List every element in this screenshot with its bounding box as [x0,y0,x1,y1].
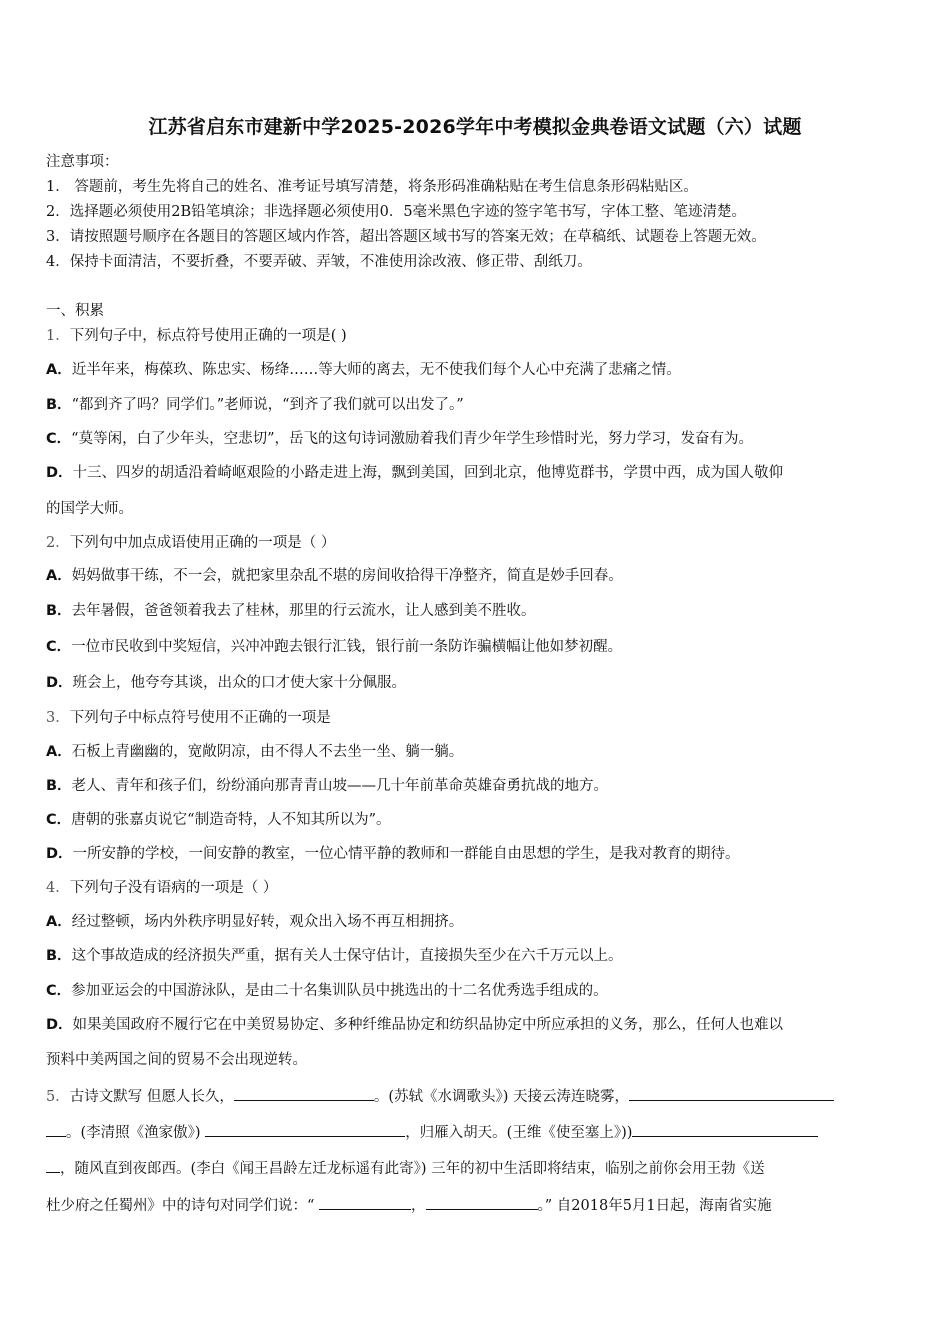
question-number: 1． [46,328,70,344]
question-4-option-b: B．这个事故造成的经济损失严重，据有关人士保守估计，直接损失至少在六千万元以上。 [46,948,623,964]
answer-blank[interactable] [46,1122,66,1137]
question-4-stem: 4．下列句子没有语病的一项是（ ） [46,880,278,896]
question-1-option-d-cont: 的国学大师。 [46,501,133,517]
answer-blank[interactable] [632,1122,818,1137]
question-1-option-d: D．十三、四岁的胡适沿着崎岖艰险的小路走进上海，飘到美国，回到北京，他博览群书，学贯中西，成为国人敬仰 [46,465,784,481]
answer-blank[interactable] [205,1122,405,1137]
question-5-line-2: 。(李清照《渔家傲》) ，归雁入胡天。(王维《使至塞上》)) [46,1122,818,1143]
notice-item-4: 4．保持卡面清洁，不要折叠，不要弄破、弄皱，不准使用涂改液、修正带、刮纸刀。 [46,254,592,270]
answer-blank[interactable] [46,1158,60,1173]
question-1-stem: 1．下列句子中，标点符号使用正确的一项是( ) [46,328,347,344]
answer-blank[interactable] [319,1195,411,1210]
question-4-option-d-cont: 预料中美两国之间的贸易不会出现逆转。 [46,1052,307,1068]
question-1-option-a: A．近半年来，梅葆玖、陈忠实、杨绛……等大师的离去，无不使我们每个人心中充满了悲痛之情。 [46,362,681,378]
notice-item-1: 1． 答题前，考生先将自己的姓名、准考证号填写清楚，将条形码准确粘贴在考生信息条形码粘贴区。 [46,179,698,195]
page-title: 江苏省启东市建新中学2025-2026学年中考模拟金典卷语文试题（六）试题 [148,116,802,138]
question-2-option-c: C．一位市民收到中奖短信，兴冲冲跑去银行汇钱，银行前一条防诈骗横幅让他如梦初醒。 [46,639,623,655]
question-3-option-d: D．一所安静的学校，一间安静的教室，一位心情平静的教师和一群能自由思想的学生，是我对教育的期待。 [46,846,740,862]
answer-blank[interactable] [234,1086,374,1101]
question-2-stem: 2．下列句中加点成语使用正确的一项是（ ） [46,535,336,551]
question-number: 3． [46,710,70,726]
notice-heading: 注意事项： [46,154,119,170]
section-heading: 一、积累 [46,303,104,319]
question-5-line-4: 杜少府之任蜀州》中的诗句对同学们说：“ ， 。” 自2018年5月1日起，海南省实施 [46,1195,772,1216]
answer-blank[interactable] [426,1195,538,1210]
answer-blank[interactable] [629,1086,834,1101]
question-3-stem: 3．下列句子中标点符号使用不正确的一项是 [46,710,331,726]
question-number: 5． [46,1089,70,1105]
question-3-option-a: A．石板上青幽幽的，宽敞阴凉，由不得人不去坐一坐、躺一躺。 [46,744,464,760]
question-5-line-3: ，随风直到夜郎西。(李白《闻王昌龄左迁龙标遥有此寄》) 三年的初中生活即将结束，临别之前你会用王勃《送 [46,1158,765,1179]
question-number: 2． [46,535,70,551]
question-3-option-b: B．老人、青年和孩子们，纷纷涌向那青青山坡——几十年前革命英雄奋勇抗战的地方。 [46,778,609,794]
question-5-line-1: 5．古诗文默写 但愿人长久， 。(苏轼《水调歌头》) 天接云涛连晓雾， [46,1086,834,1107]
question-1-option-c: C．“莫等闲，白了少年头，空悲切”，岳飞的这句诗词激励着我们青少年学生珍惜时光，努力学习，发奋有为。 [46,431,753,447]
question-4-option-c: C．参加亚运会的中国游泳队，是由二十名集训队员中挑选出的十二名优秀选手组成的。 [46,983,608,999]
notice-item-2: 2．选择题必须使用2B铅笔填涂；非选择题必须使用0．5毫米黑色字迹的签字笔书写，字体工整、笔迹清楚。 [46,204,747,220]
question-2-option-a: A．妈妈做事干练，不一会，就把家里杂乱不堪的房间收拾得干净整齐，简直是妙手回春。 [46,568,623,584]
question-4-option-d: D．如果美国政府不履行它在中美贸易协定、多种纤维品协定和纺织品协定中所应承担的义务，那么，任何人也难以 [46,1017,784,1033]
notice-item-3: 3．请按照题号顺序在各题目的答题区域内作答，超出答题区域书写的答案无效；在草稿纸、试题卷上答题无效。 [46,229,766,245]
question-3-option-c: C．唐朝的张嘉贞说它“制造奇特，人不知其所以为”。 [46,812,391,828]
question-2-option-b: B．去年暑假，爸爸领着我去了桂林，那里的行云流水，让人感到美不胜收。 [46,603,536,619]
question-number: 4． [46,880,70,896]
question-2-option-d: D．班会上，他夸夸其谈，出众的口才使大家十分佩服。 [46,675,407,691]
question-4-option-a: A．经过整顿，场内外秩序明显好转，观众出入场不再互相拥挤。 [46,914,464,930]
question-1-option-b: B．“都到齐了吗？同学们。”老师说，“到齐了我们就可以出发了。” [46,397,464,413]
